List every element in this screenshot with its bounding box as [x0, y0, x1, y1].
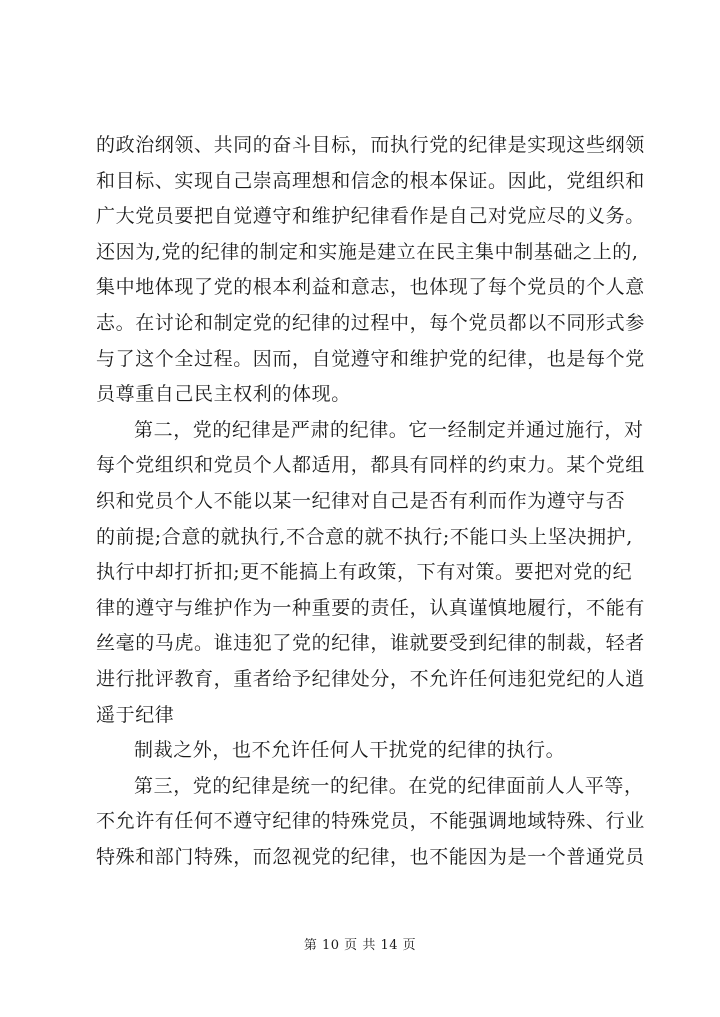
text-line: 执行中却打折扣;更不能搞上有政策，下有对策。要把对党的纪: [96, 561, 633, 584]
text-line: 志。在讨论和制定党的纪律的过程中，每个党员都以不同形式参: [96, 311, 645, 334]
text-line: 织和党员个人不能以某一纪律对自己是否有利而作为遵守与否: [96, 489, 626, 512]
page-footer: [0, 934, 720, 953]
paragraph-start-line: 制裁之外，也不允许任何人干扰党的纪律的执行。: [134, 739, 566, 762]
text-line: 不允许有任何不遵守纪律的特殊党员，不能强调地域特殊、行业: [96, 810, 645, 833]
text-line: 丝毫的马虎。谁违犯了党的纪律，谁就要受到纪律的制裁，轻者: [96, 632, 645, 655]
text-line: 员尊重自己民主权利的体现。: [96, 383, 351, 406]
text-line: 进行批评教育，重者给予纪律处分，不允许任何违犯党纪的人逍: [96, 667, 645, 690]
text-line: 集中地体现了党的根本利益和意志，也体现了每个党员的个人意: [96, 276, 645, 299]
text-line: 还因为,党的纪律的制定和实施是建立在民主集中制基础之上的,: [96, 240, 639, 263]
text-line: 律的遵守与维护作为一种重要的责任，认真谨慎地履行，不能有: [96, 596, 645, 619]
text-line: 广大党员要把自觉遵守和维护纪律看作是自己对党应尽的义务。: [96, 205, 645, 228]
text-line: 的前提;合意的就执行,不合意的就不执行;不能口头上坚决拥护,: [96, 525, 633, 548]
page-number-label: 第 10 页 共 14 页: [303, 938, 417, 953]
paragraph-start-line: 第三，党的纪律是统一的纪律。在党的纪律面前人人平等，: [134, 774, 644, 797]
text-line: 每个党组织和党员个人都适用，都具有同样的约束力。某个党组: [96, 454, 645, 477]
text-line: 遥于纪律: [96, 703, 175, 726]
text-line: 特殊和部门特殊，而忽视党的纪律，也不能因为是一个普通党员: [96, 845, 645, 868]
text-line: 和目标、实现自己崇高理想和信念的根本保证。因此，党组织和: [96, 169, 645, 192]
text-line: 的政治纲领、共同的奋斗目标，而执行党的纪律是实现这些纲领: [96, 134, 645, 156]
paragraph-start-line: 第二，党的纪律是严肃的纪律。它一经制定并通过施行，对: [134, 418, 644, 441]
text-line: 与了这个全过程。因而，自觉遵守和维护党的纪律，也是每个党: [96, 347, 645, 370]
body-text: [96, 128, 645, 875]
